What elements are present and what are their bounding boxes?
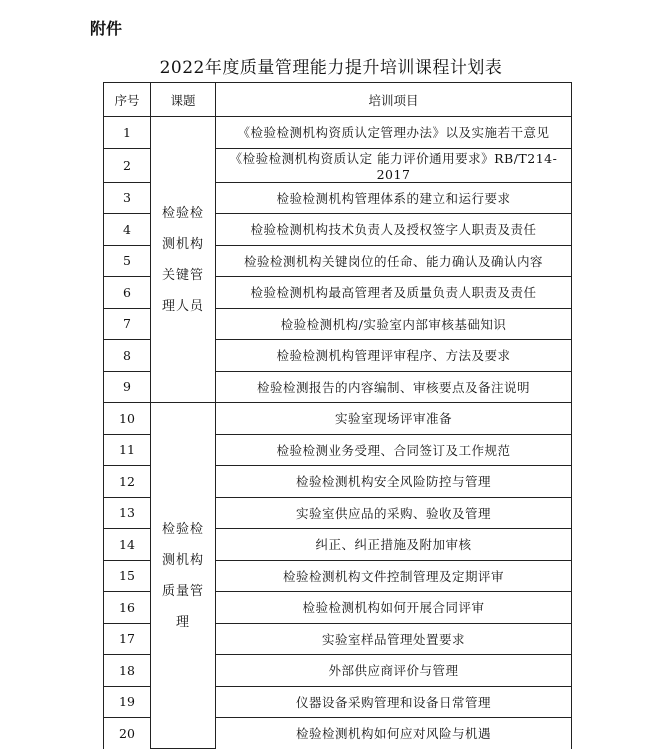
course-plan-table — [103, 82, 572, 749]
training-item: 检验检测机构安全风险防控与管理 — [216, 466, 572, 498]
training-item: 检验检测报告的内容编制、审核要点及备注说明 — [216, 371, 572, 403]
row-number: 5 — [104, 245, 151, 277]
table-row — [104, 117, 572, 149]
training-item: 检验检测机构管理体系的建立和运行要求 — [216, 182, 572, 214]
topic-cell: 检验检测机构质量管理 — [151, 403, 216, 749]
row-number: 19 — [104, 686, 151, 718]
row-number: 11 — [104, 434, 151, 466]
row-number: 10 — [104, 403, 151, 435]
training-item: 《检验检测机构资质认定 能力评价通用要求》RB/T214-2017 — [216, 148, 572, 182]
attachment-label: 附件 — [90, 19, 123, 38]
row-number: 8 — [104, 340, 151, 372]
document-title: 2022年度质量管理能力提升培训课程计划表 — [159, 58, 503, 78]
training-item: 检验检测机构如何应对风险与机遇 — [216, 718, 572, 749]
training-item: 实验室供应品的采购、验收及管理 — [216, 497, 572, 529]
training-item: 外部供应商评价与管理 — [216, 655, 572, 687]
training-item: 纠正、纠正措施及附加审核 — [216, 529, 572, 561]
training-item: 检验检测机构/实验室内部审核基础知识 — [216, 308, 572, 340]
row-number: 2 — [104, 148, 151, 182]
training-item: 检验检测机构关键岗位的任命、能力确认及确认内容 — [216, 245, 572, 277]
row-number: 16 — [104, 592, 151, 624]
training-item: 实验室样品管理处置要求 — [216, 623, 572, 655]
training-item: 检验检测机构文件控制管理及定期评审 — [216, 560, 572, 592]
row-number: 15 — [104, 560, 151, 592]
header-item: 培训项目 — [216, 83, 572, 117]
row-number: 14 — [104, 529, 151, 561]
row-number: 3 — [104, 182, 151, 214]
row-number: 6 — [104, 277, 151, 309]
training-item: 检验检测机构管理评审程序、方法及要求 — [216, 340, 572, 372]
training-item: 检验检测机构如何开展合同评审 — [216, 592, 572, 624]
header-no: 序号 — [104, 83, 151, 117]
training-item: 实验室现场评审准备 — [216, 403, 572, 435]
training-item: 检验检测机构最高管理者及质量负责人职责及责任 — [216, 277, 572, 309]
row-number: 9 — [104, 371, 151, 403]
row-number: 4 — [104, 214, 151, 246]
training-item: 检验检测业务受理、合同签订及工作规范 — [216, 434, 572, 466]
training-item: 检验检测机构技术负责人及授权签字人职责及责任 — [216, 214, 572, 246]
table-row — [104, 403, 572, 435]
header-topic: 课题 — [151, 83, 216, 117]
row-number: 1 — [104, 117, 151, 149]
row-number: 18 — [104, 655, 151, 687]
table-body — [104, 117, 572, 749]
row-number: 20 — [104, 718, 151, 749]
training-item: 仪器设备采购管理和设备日常管理 — [216, 686, 572, 718]
row-number: 17 — [104, 623, 151, 655]
row-number: 13 — [104, 497, 151, 529]
row-number: 12 — [104, 466, 151, 498]
table-header-row — [104, 83, 572, 117]
topic-cell: 检验检测机构关键管理人员 — [151, 117, 216, 403]
row-number: 7 — [104, 308, 151, 340]
training-item: 《检验检测机构资质认定管理办法》以及实施若干意见 — [216, 117, 572, 149]
